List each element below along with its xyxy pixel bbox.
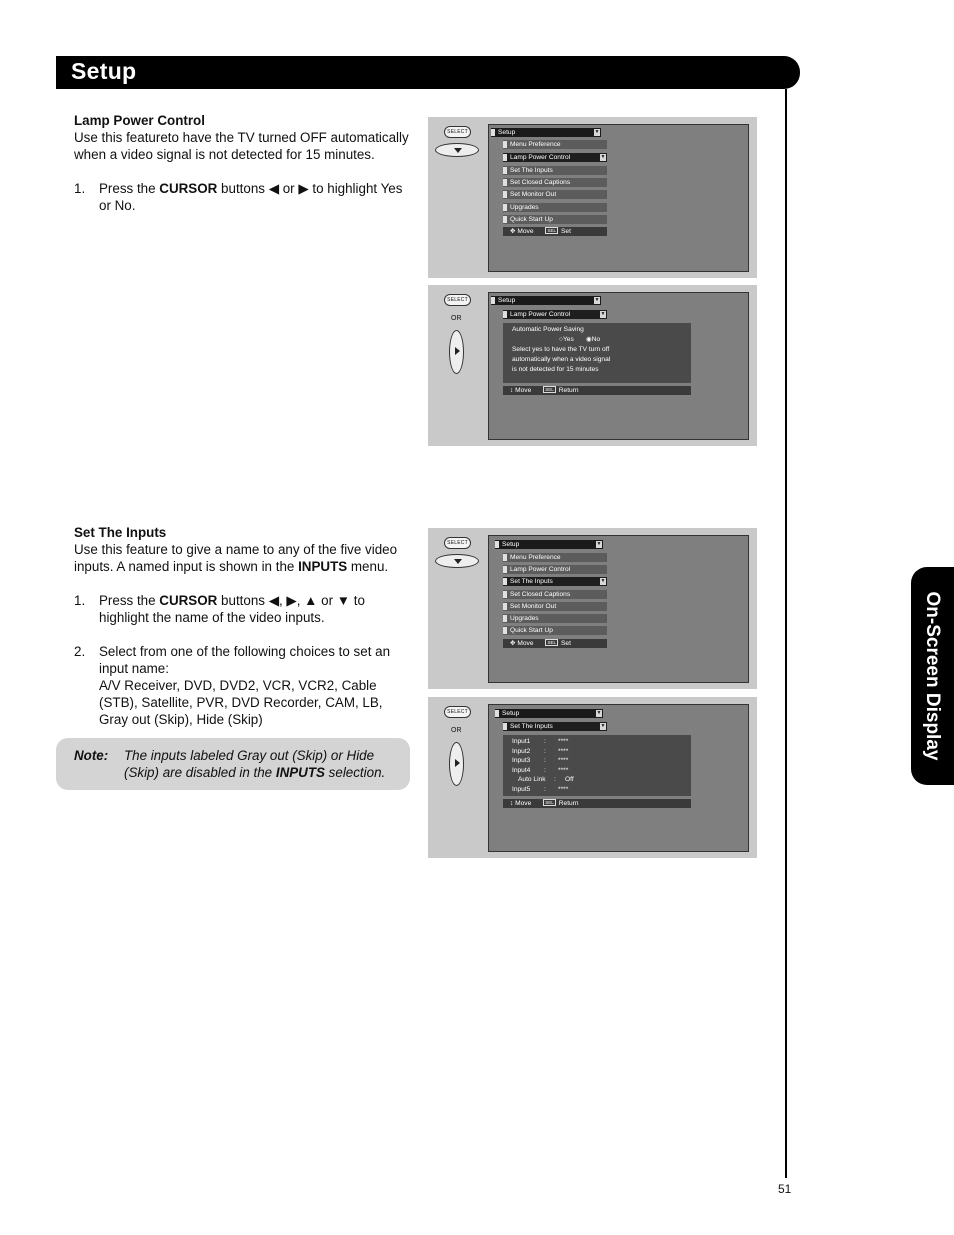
chevron-down-icon: ▼: [594, 129, 600, 135]
footer-set: Set: [561, 228, 571, 235]
note-keyword: INPUTS: [275, 765, 325, 780]
desc-text: menu.: [347, 559, 389, 574]
step-number: 1.: [74, 181, 86, 196]
input-label: Input1: [512, 738, 531, 745]
osd-title-bar: [491, 296, 601, 305]
chevron-down-icon: ▼: [600, 154, 606, 160]
menu-item-label: Set Monitor Out: [510, 603, 557, 610]
move-arrows-icon: ↕: [510, 800, 516, 807]
menu-item-label: Menu Preference: [510, 554, 561, 561]
submenu-title-bar: [503, 722, 607, 731]
input-row: Input1 : ****: [512, 738, 569, 745]
input-row: Input2 : ****: [512, 747, 569, 755]
input-row: Input4 : ****: [512, 766, 569, 774]
move-arrows-icon: ↕: [510, 387, 516, 394]
menu-item-lamp-power-control: [503, 565, 607, 574]
yes-no-options: [512, 335, 682, 345]
osd-title-bar: [495, 709, 603, 718]
menu-item-set-monitor-out: [503, 602, 607, 611]
osd-title: Setup: [498, 129, 516, 136]
menu-item-label: Quick Start Up: [510, 627, 553, 634]
or-label: OR: [451, 315, 462, 322]
select-button-icon: SELECT: [444, 294, 471, 306]
inputs-description: [74, 541, 414, 575]
desc-text: Use this feature to give a name to any of the five video inputs. A named input is shown in the: [74, 542, 398, 574]
lamp-heading: Lamp Power Control: [74, 113, 205, 128]
input-label: Auto Link: [518, 776, 546, 783]
menu-item-label: Upgrades: [510, 615, 539, 622]
input-value: Off: [565, 776, 574, 783]
select-button-icon: SELECT: [444, 126, 471, 138]
step-keyword: CURSOR: [159, 181, 218, 196]
input-value: ****: [558, 766, 569, 774]
footer-move: Move: [517, 228, 534, 235]
dialog-line: Select yes to have the TV turn off: [512, 346, 610, 353]
step-number: 2.: [74, 644, 86, 659]
menu-item-lamp-power-control: [503, 153, 607, 162]
lamp-power-section: [74, 112, 414, 214]
cursor-down-pad-icon: [435, 143, 479, 157]
cursor-down-pad-icon: [435, 554, 479, 568]
arrow-down-icon: [454, 148, 462, 153]
menu-item-quick-start-up: [503, 215, 607, 224]
note-text-part: selection.: [324, 765, 386, 780]
inputs-dialog: [503, 735, 691, 796]
step-text: Select from one of the following choices to set an input name:: [99, 644, 391, 676]
osd-footer: [503, 639, 607, 648]
osd-title-bar: [495, 540, 603, 549]
menu-item-label: Set Closed Captions: [510, 591, 571, 598]
osd-panel-lamp-menu: [428, 117, 757, 278]
input-value: ****: [558, 747, 569, 755]
submenu-title: Lamp Power Control: [510, 311, 571, 318]
footer-move: Move: [515, 387, 532, 394]
menu-item-set-closed-captions: [503, 590, 607, 599]
lamp-power-dialog: [503, 323, 691, 383]
menu-item-upgrades: [503, 614, 607, 623]
input-value: ****: [558, 785, 569, 793]
input-label: Input5: [512, 785, 531, 793]
submenu-title: Set The Inputs: [510, 723, 553, 730]
section-tab-label: On-Screen Display: [922, 591, 943, 761]
osd-title: Setup: [498, 297, 516, 304]
step-keyword: CURSOR: [159, 593, 218, 608]
input-label: Input3: [512, 757, 531, 764]
inputs-step-2: [74, 643, 414, 728]
osd-panel-inputs-menu: [428, 528, 757, 689]
option-no: ◉No: [586, 336, 601, 343]
select-button-icon: SELECT: [444, 537, 471, 549]
tv-screen: [488, 704, 749, 852]
auto-link-row: Auto Link : Off: [518, 776, 574, 783]
lamp-description: Use this featureto have the TV turned OFF automatically when a video signal is not detected for 15 minutes.: [74, 130, 409, 162]
step-text: Press the: [99, 181, 160, 196]
menu-item-label: Quick Start Up: [510, 216, 553, 223]
tv-screen: [488, 124, 749, 272]
menu-item-menu-preference: [503, 140, 607, 149]
input-row: Input3 : ****: [512, 757, 569, 764]
input-label: Input4: [512, 766, 531, 774]
chevron-down-icon: ▼: [600, 578, 606, 584]
menu-item-set-monitor-out: [503, 190, 607, 199]
menu-item-label: Lamp Power Control: [510, 566, 571, 573]
chevron-down-icon: ▼: [600, 311, 606, 317]
footer-set: Set: [561, 640, 571, 647]
input-name-choices: A/V Receiver, DVD, DVD2, VCR, VCR2, Cable (STB), Satellite, PVR, DVD Recorder, CAM, LB, Gray out (Skip), Hide (Skip): [99, 678, 383, 727]
chevron-down-icon: ▼: [596, 710, 602, 716]
section-tab: [911, 567, 954, 785]
menu-item-label: Menu Preference: [510, 141, 561, 148]
set-inputs-section: [74, 524, 414, 728]
page-number: 51: [778, 1182, 792, 1196]
menu-item-set-closed-captions: [503, 178, 607, 187]
menu-item-upgrades: [503, 203, 607, 212]
move-arrows-icon: ✥: [510, 228, 518, 235]
cursor-right-pad-icon: [449, 742, 464, 786]
osd-title: Setup: [502, 541, 520, 548]
osd-footer: [503, 386, 691, 395]
menu-item-label: Set Closed Captions: [510, 179, 571, 186]
inputs-heading: Set The Inputs: [74, 525, 167, 540]
dialog-line: is not detected for 15 minutes: [512, 366, 599, 373]
footer-move: Move: [515, 800, 532, 807]
input-value: ****: [558, 738, 569, 745]
footer-return: Return: [558, 387, 579, 394]
note-text-part: The inputs labeled Gray out (Skip) or Hide (Skip) are disabled in the: [124, 748, 375, 780]
header-bar: [56, 56, 800, 89]
step-text: buttons ◀, ▶, ▲ or ▼ to highlight the name of the video inputs.: [99, 593, 365, 625]
osd-footer: [503, 227, 607, 236]
dialog-line: automatically when a video signal: [512, 356, 611, 363]
menu-item-label: Set The Inputs: [510, 578, 553, 585]
sel-badge-icon: SEL: [545, 800, 554, 805]
footer-return: Return: [558, 800, 579, 807]
chevron-down-icon: ▼: [594, 297, 600, 303]
inputs-step-1: [74, 592, 414, 626]
tv-screen: [488, 292, 749, 440]
cursor-right-pad-icon: [449, 330, 464, 374]
arrow-right-icon: [455, 759, 460, 767]
note-text: [124, 747, 404, 781]
footer-move: Move: [517, 640, 534, 647]
menu-item-quick-start-up: [503, 626, 607, 635]
menu-item-menu-preference: [503, 553, 607, 562]
step-text: Press the: [99, 593, 160, 608]
dialog-line: Automatic Power Saving: [512, 326, 584, 333]
menu-item-label: Set The Inputs: [510, 167, 553, 174]
lamp-step-1: [74, 180, 414, 214]
tv-screen: [488, 535, 749, 683]
osd-panel-inputs-dialog: [428, 697, 757, 858]
chevron-down-icon: ▼: [596, 541, 602, 547]
menu-item-label: Upgrades: [510, 204, 539, 211]
sel-badge-icon: SEL: [547, 228, 556, 233]
menu-item-set-the-inputs: [503, 577, 607, 586]
osd-title-bar: [491, 128, 601, 137]
osd-footer: [503, 799, 691, 808]
menu-item-label: Lamp Power Control: [510, 154, 571, 161]
arrow-right-icon: [455, 347, 460, 355]
note-label: Note:: [74, 748, 109, 763]
osd-panel-lamp-dialog: [428, 285, 757, 446]
page-title: Setup: [71, 58, 137, 84]
step-text: buttons ◀ or ▶ to highlight Yes or No.: [99, 181, 403, 213]
menu-item-set-the-inputs: [503, 166, 607, 175]
input-row: Input5 : ****: [512, 785, 569, 793]
sel-badge-icon: SEL: [545, 387, 554, 392]
desc-keyword: INPUTS: [298, 559, 348, 574]
input-label: Input2: [512, 747, 531, 755]
or-label: OR: [451, 727, 462, 734]
select-button-icon: SELECT: [444, 706, 471, 718]
chevron-down-icon: ▼: [600, 723, 606, 729]
submenu-title-bar: [503, 310, 607, 319]
input-value: ****: [558, 757, 569, 764]
note-box: [56, 738, 410, 790]
menu-item-label: Set Monitor Out: [510, 191, 557, 198]
option-yes: ○Yes: [559, 336, 574, 343]
osd-title: Setup: [502, 710, 520, 717]
move-arrows-icon: ✥: [510, 640, 518, 647]
arrow-down-icon: [454, 559, 462, 564]
sel-badge-icon: SEL: [547, 640, 556, 645]
step-number: 1.: [74, 593, 86, 608]
column-divider: [785, 89, 787, 1178]
